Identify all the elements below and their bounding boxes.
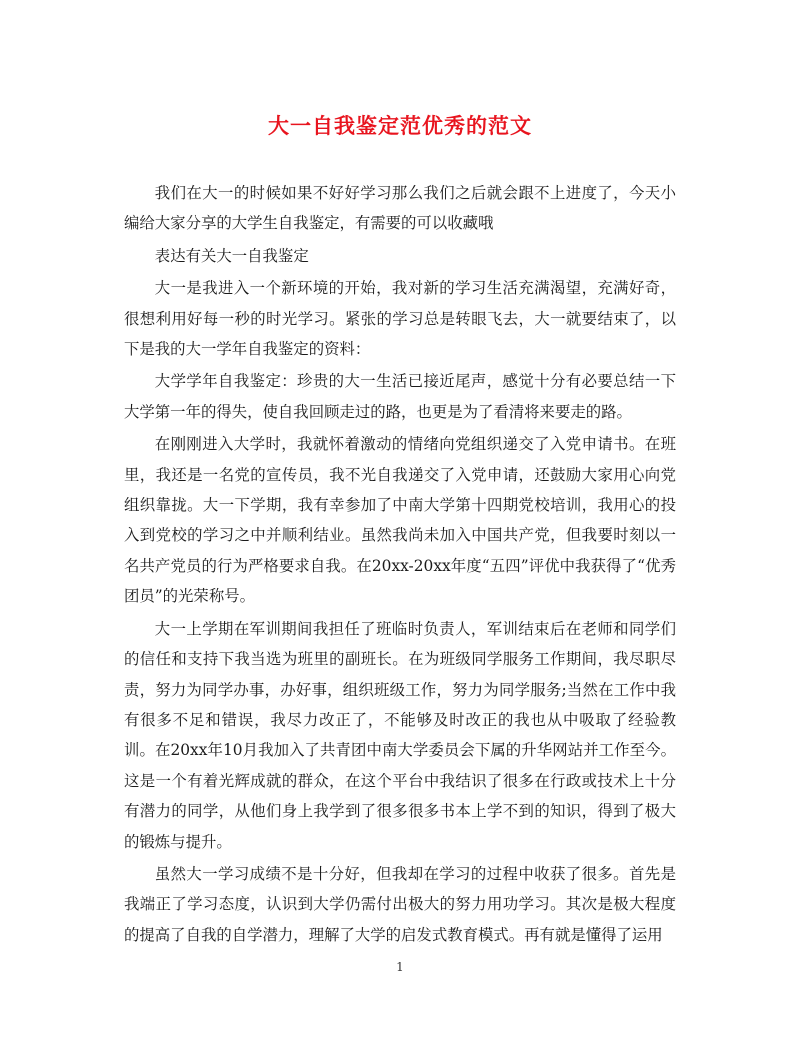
- document-body: [124, 178, 676, 952]
- paragraph-new-environment: 大一是我进入一个新环境的开始，我对新的学习生活充满渴望，充满好奇，很想利用好每一秒的时光学习。紧张的学习总是转眼飞去，大一就要结束了，以下是我的大一学年自我鉴定的资料：: [124, 279, 676, 359]
- document-title: 大一自我鉴定范优秀的范文: [268, 113, 532, 138]
- paragraph-study: 虽然大一学习成绩不是十分好，但我却在学习的过程中收获了很多。首先是我端正了学习态度，认识到大学仍需付出极大的努力用功学习。其次是极大程度的提高了自我的自学潜力，理解了大学的启发式教育模式。再有就是懂得了运用: [124, 864, 676, 944]
- paragraph-intro: 我们在大一的时候如果不好好学习那么我们之后就会跟不上进度了，今天小编给大家分享的大学生自我鉴定，有需要的可以收藏哦: [124, 184, 676, 233]
- paragraph-year-review: 大学学年自我鉴定：珍贵的大一生活已接近尾声，感觉十分有必要总结一下大学第一年的得失，使自我回顾走过的路，也更是为了看清将来要走的路。: [124, 372, 676, 421]
- paragraph-subheading: 表达有关大一自我鉴定: [154, 246, 309, 265]
- paragraph-party-application: 在刚刚进入大学时，我就怀着激动的情绪向党组织递交了入党申请书。在班里，我还是一名党的宣传员，我不光自我递交了入党申请，还鼓励大家用心向党组织靠拢。大一下学期，我有幸参加了中南大学第十四期党校培训，我用心的投入到党校的学习之中并顺利结业。虽然我尚未加入中国共产党，但我要时刻以一名共产党员的行为严格要求自我。在20xx-20xx年度“五四”评优中我获得了“优秀团员”的光荣称号。: [124, 435, 676, 606]
- page-number: 1: [396, 960, 404, 974]
- paragraph-class-work: 大一上学期在军训期间我担任了班临时负责人，军训结束后在老师和同学们的信任和支持下我当选为班里的副班长。在为班级同学服务工作期间，我尽职尽责，努力为同学办事，办好事，组织班级工作，努力为同学服务;当然在工作中我有很多不足和错误，我尽力改正了，不能够及时改正的我也从中吸取了经验教训。在20xx年10月我加入了共青团中南大学委员会下属的升华网站并工作至今。这是一个有着光辉成就的群众，在这个平台中我结识了很多在行政或技术上十分有潜力的同学，从他们身上我学到了很多很多书本上学不到的知识，得到了极大的锻炼与提升。: [124, 619, 676, 851]
